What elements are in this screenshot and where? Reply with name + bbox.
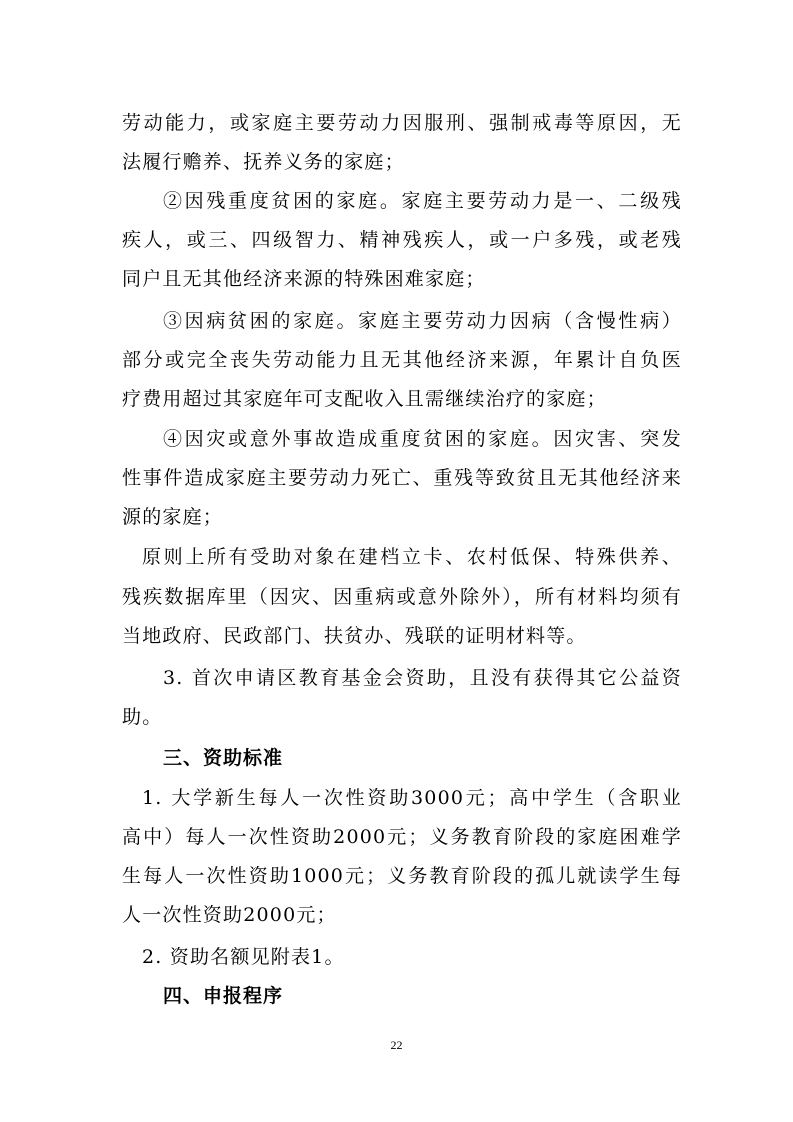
section-heading: 三、资助标准	[163, 747, 284, 769]
body-text-line: 人一次性资助2000元；	[122, 904, 337, 926]
body-text-line: 疗费用超过其家庭年可支配收入且需继续治疗的家庭；	[122, 388, 607, 410]
body-text-line: 源的家庭；	[122, 506, 224, 528]
list-item-line: ④因灾或意外事故造成重度贫困的家庭。因灾害、突发	[163, 428, 682, 450]
section-heading: 四、申报程序	[163, 985, 284, 1007]
body-text-line: 疾人，或三、四级智力、精神残疾人，或一户多残，或老残	[122, 229, 682, 251]
body-text-line: 性事件造成家庭主要劳动力死亡、重残等致贫且无其他经济来	[122, 467, 682, 489]
list-item-line: 1. 大学新生每人一次性资助3000元；高中学生（含职业	[142, 787, 682, 809]
body-text-line: 高中）每人一次性资助2000元；义务教育阶段的家庭困难学	[122, 826, 682, 848]
list-item-line: 3. 首次申请区教育基金会资助，且没有获得其它公益资	[163, 667, 682, 689]
body-text-line: 原则上所有受助对象在建档立卡、农村低保、特殊供养、	[142, 546, 682, 568]
body-text-line: 部分或完全丧失劳动能力且无其他经济来源，年累计自负医	[122, 349, 682, 371]
list-item-line: ③因病贫困的家庭。家庭主要劳动力因病（含慢性病）	[163, 310, 682, 332]
list-item-line: 2. 资助名额见附表1。	[142, 946, 345, 968]
body-text-line: 法履行赡养、抚养义务的家庭；	[122, 151, 405, 173]
body-text-line: 当地政府、民政部门、扶贫办、残联的证明材料等。	[122, 625, 587, 647]
body-text-line: 生每人一次性资助1000元；义务教育阶段的孤儿就读学生每	[122, 865, 682, 887]
body-text-line: 残疾数据库里（因灾、因重病或意外除外），所有材料均须有	[122, 586, 682, 608]
body-text-line: 助。	[122, 706, 163, 728]
page-number: 22	[390, 1038, 403, 1052]
body-text-line: 同户且无其他经济来源的特殊困难家庭；	[122, 268, 486, 290]
list-item-line: ②因残重度贫困的家庭。家庭主要劳动力是一、二级残	[163, 190, 682, 212]
body-text-line: 劳动能力，或家庭主要劳动力因服刑、强制戒毒等原因，无	[122, 112, 682, 134]
